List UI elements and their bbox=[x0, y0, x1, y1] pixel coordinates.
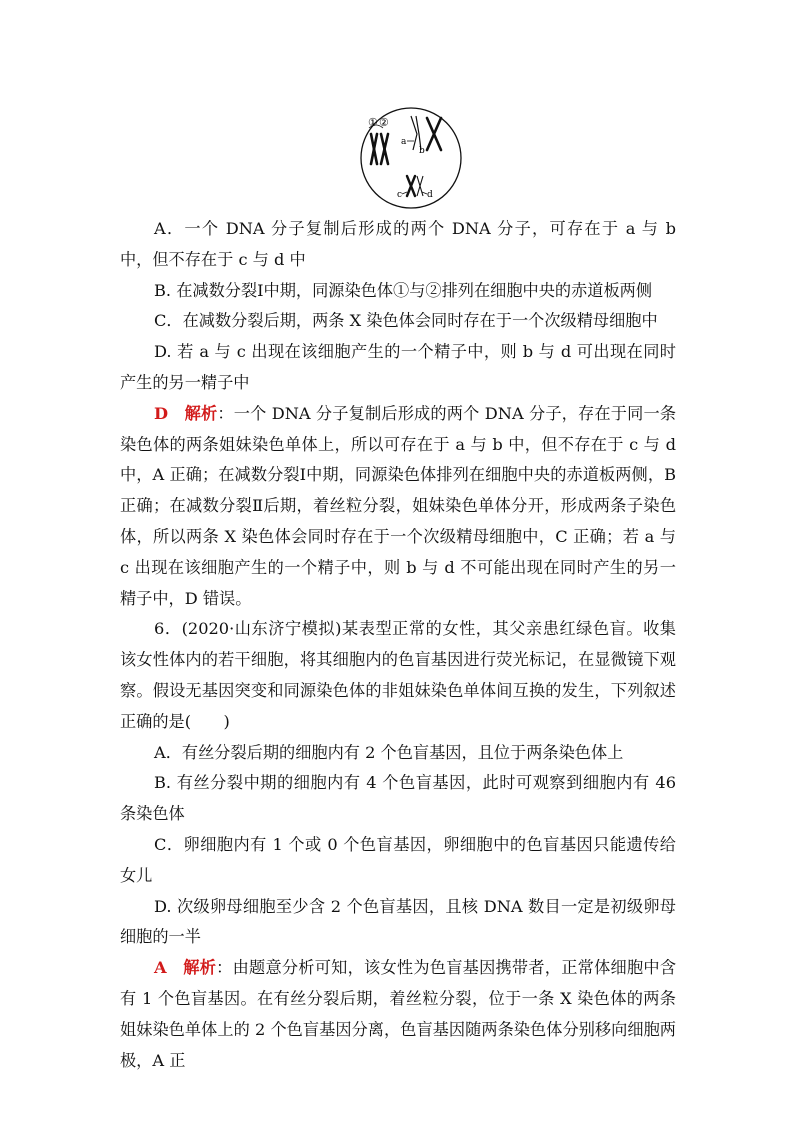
chromosome-4 bbox=[427, 118, 441, 150]
cell-diagram bbox=[359, 106, 463, 210]
q5-option-d: D. 若 a 与 c 出现在该细胞产生的一个精子中，则 b 与 d 可出现在同时产生的另一精子中 bbox=[120, 342, 676, 392]
q5-answer-letter: D bbox=[154, 403, 169, 423]
chromosome-1 bbox=[371, 134, 377, 164]
label-homolog-2: ② bbox=[379, 116, 389, 129]
label-homolog-1: ① bbox=[368, 116, 378, 129]
q5-analysis-tag: 解析 bbox=[184, 403, 218, 423]
q6-option-b: B. 有丝分裂中期的细胞内有 4 个色盲基因，此时可观察到细胞内有 46 条染色体 bbox=[120, 773, 676, 824]
q6-analysis bbox=[120, 953, 676, 1076]
label-a: a bbox=[401, 137, 407, 147]
label-d: d bbox=[427, 190, 433, 200]
q5-analysis bbox=[120, 399, 676, 615]
chromosome-6 bbox=[417, 176, 423, 196]
label-c: c bbox=[397, 190, 403, 200]
q6-answer-letter: A bbox=[154, 958, 167, 978]
chromosome-5 bbox=[407, 176, 415, 196]
chromosome-2 bbox=[381, 134, 388, 164]
q6-stem: 6．(2020·山东济宁模拟)某表型正常的女性，其父亲患红绿色盲。收集该女性体内的若干细胞，将其细胞内的色盲基因进行荧光标记，在显微镜下观察。假设无基因突变和同源染色体的非姐妹染色单体间互换的发生，下列叙述正确的是( ) bbox=[120, 619, 676, 731]
q5-option-b: B. 在减数分裂Ⅰ中期，同源染色体①与②排列在细胞中央的赤道板两侧 bbox=[154, 280, 653, 300]
q6-option-c: C．卵细胞内有 1 个或 0 个色盲基因，卵细胞中的色盲基因只能遗传给女儿 bbox=[120, 834, 676, 885]
q5-analysis-text: ：一个 DNA 分子复制后形成的两个 DNA 分子，存在于同一条染色体的两条姐妹染色单体上，所以可存在于 a 与 b 中，但不存在于 c 与 d 中，A 正确；在减数分裂Ⅰ中期，同源染色体排列在细胞中央的赤道板两侧，B 正确；在减数分裂Ⅱ后期，着丝粒分裂，姐妹染色单体分开，形成两条子染色体，所以两条 X 染色体会同时存在于一个次级精母细胞中，C 正确；若 a 与 c 出现在该细胞产生的一个精子中，则 b 与 d 不可能出现在同时产生的另一精子中，D 错误。 bbox=[120, 403, 677, 608]
q6-option-d: D. 次级卵母细胞至少含 2 个色盲基因，且核 DNA 数目一定是初级卵母细胞的一半 bbox=[120, 896, 676, 947]
q6-analysis-text: ：由题意分析可知，该女性为色盲基因携带者，正常体细胞中含有 1 个色盲基因。在有丝分裂后期，着丝粒分裂，位于一条 X 染色体的两条姐妹染色单体上的 2 个色盲基因分离，色盲基因随两条染色体分别移向细胞两极，A 正 bbox=[120, 958, 677, 1070]
q5-option-c: C．在减数分裂后期，两条 X 染色体会同时存在于一个次级精母细胞中 bbox=[154, 311, 658, 331]
q6-option-a: A．有丝分裂后期的细胞内有 2 个色盲基因，且位于两条染色体上 bbox=[154, 742, 624, 762]
q5-option-a: A．一个 DNA 分子复制后形成的两个 DNA 分子，可存在于 a 与 b 中，但不存在于 c 与 d 中 bbox=[120, 219, 676, 269]
q6-analysis-tag: 解析 bbox=[183, 958, 217, 978]
chromosome-3 bbox=[411, 116, 421, 150]
label-b: b bbox=[419, 146, 425, 156]
document-body bbox=[120, 214, 676, 1076]
